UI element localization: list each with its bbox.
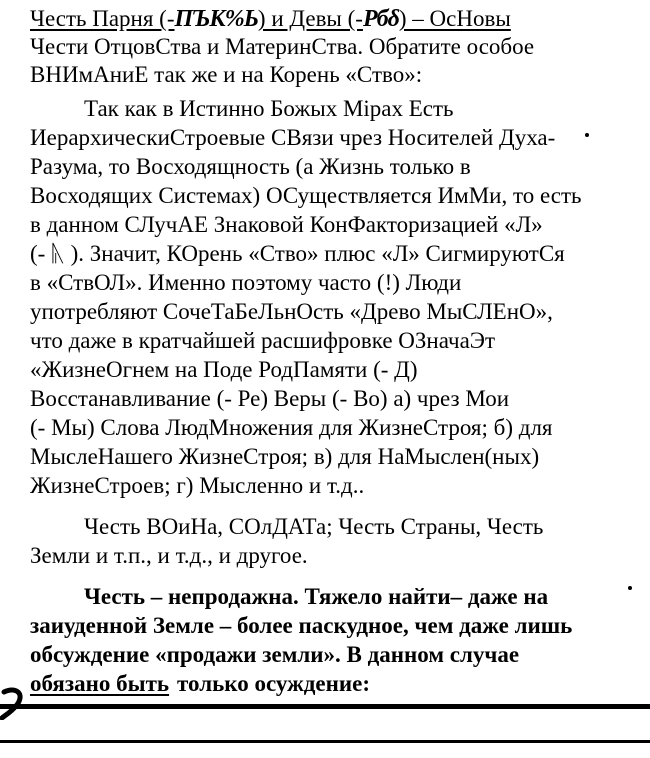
line-text: ЖизнеСтроев; г) Мысленно и т.д.. xyxy=(30,473,365,498)
line-text: Разума, то Восходящность (а Жизнь только в xyxy=(30,154,471,179)
header-underlined-a: Честь Парня (- xyxy=(30,6,175,31)
text-line-4 xyxy=(84,96,622,122)
line-text: что даже в кратчайшей расшифровке ОЗначаЭт xyxy=(30,328,496,353)
final-rest: только осуждение: xyxy=(177,671,370,696)
header-underlined-c: ) – ОсНовы xyxy=(398,6,511,31)
text-line-18 xyxy=(84,514,622,540)
bottom-rule-thin xyxy=(0,740,650,743)
glyph-word-a: ПЪК%Ь xyxy=(174,6,258,32)
line-text: ИерархическиСтроевые СВязи чрез Носителей Духа- xyxy=(30,125,556,150)
scan-speck xyxy=(628,586,632,590)
line-text: в данном СЛучАЕ Знаковой КонФакторизацией «Л» xyxy=(30,212,543,237)
text-line-9 xyxy=(30,241,622,267)
text-line-5 xyxy=(30,125,622,151)
line-text: обсуждение «продажи земли». В данном случае xyxy=(30,642,520,667)
text-line-8 xyxy=(30,212,622,238)
line-text: ВНИмАниЕ так же и на Корень «Ство»: xyxy=(30,62,423,87)
header-underlined-b: ) и Девы (- xyxy=(257,6,363,31)
text-line-14 xyxy=(30,386,622,412)
text-line-17 xyxy=(30,473,622,499)
text-line-19 xyxy=(30,543,622,569)
line-text: Так как в Истинно Божых Мірах Есть xyxy=(84,96,454,121)
text-line-11 xyxy=(30,299,622,325)
text-line-22 xyxy=(30,642,622,668)
text-line-16 xyxy=(30,444,622,470)
text-line-23 xyxy=(30,671,622,697)
text-line-13 xyxy=(30,357,622,383)
line-text: Честь ВОиНа, СОлДАТа; Честь Страны, Честь xyxy=(84,514,544,539)
text-line-10 xyxy=(30,270,622,296)
text-line-2 xyxy=(30,34,622,60)
line-text: употребляют СочеТаБеЛьнОсть «Древо МыСЛЕнО», xyxy=(30,299,553,324)
line-text: Восстанавливание (- Ре) Веры (- Во) а) чрез Мои xyxy=(30,386,510,411)
text-line-20 xyxy=(84,584,622,610)
text-line-12 xyxy=(30,328,622,354)
final-underlined: обязано быть xyxy=(30,671,170,696)
text-line-6 xyxy=(30,154,622,180)
line-text: Чести ОтцовСтва и МатеринСтва. Обратите особое xyxy=(30,34,535,59)
text-line-3 xyxy=(30,62,622,88)
header-segment xyxy=(30,6,511,32)
text-line-1 xyxy=(30,6,622,32)
text-line-7 xyxy=(30,183,622,209)
line-text: в «СтвОЛ». Именно поэтому часто (!) Люди xyxy=(30,270,462,295)
line-text: заиуденной Земле – более паскудное, чем даже лишь xyxy=(30,613,573,638)
line-text: Честь – непродажна. Тяжело найти– даже на xyxy=(84,584,549,609)
line-text: «ЖизнеОгнем на Поде РодПамяти (- Д) xyxy=(30,357,418,382)
text-line-15 xyxy=(30,415,622,441)
bottom-rule-thick xyxy=(0,704,650,709)
glyph-word-b: Рбδ xyxy=(362,6,399,32)
line-text: Восходящих Системах) ОСуществляется ИмМи, то есть xyxy=(30,183,582,208)
scan-speck xyxy=(585,133,589,137)
margin-hook-mark xyxy=(0,686,28,720)
line-text: МыслеНашего ЖизнеСтроя; в) для НаМыслен(ных) xyxy=(30,444,540,469)
line-text: Земли и т.п., и т.д., и другое. xyxy=(30,543,308,568)
text-line-21 xyxy=(30,613,622,639)
line-text: (- Мы) Слова ЛюдМножения для ЖизнеСтроя; б) для xyxy=(30,415,553,440)
line-text: (- ᚣ ). Значит, КОрень «Ство» плюс «Л» СигмируютСя xyxy=(30,241,565,266)
